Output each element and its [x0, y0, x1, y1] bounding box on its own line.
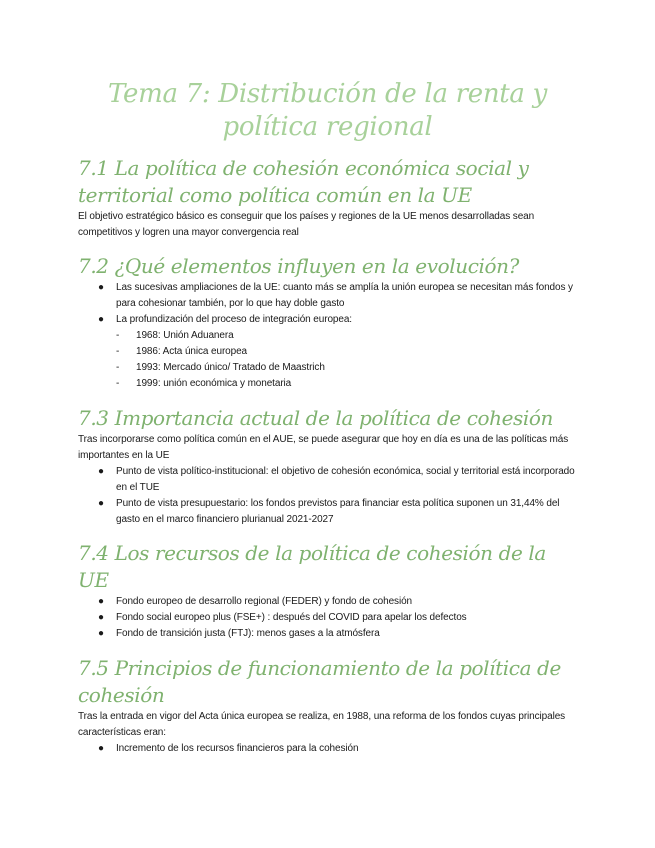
list-item-text: Punto de vista político-institucional: el objetivo de cohesión económica, social y territorial está incorporado en el TUE: [116, 466, 575, 493]
bullet-list-7-4: [78, 594, 577, 642]
list-item: [78, 741, 577, 757]
paragraph-7-1: El objetivo estratégico básico es conseguir que los países y regiones de la UE menos desarrolladas sean competitivos y logren una mayor convergencia real: [78, 211, 535, 238]
sub-list-item: [116, 360, 577, 376]
list-item: [78, 594, 577, 610]
heading-7-3: 7.3 Importancia actual de la política de cohesión: [78, 406, 554, 430]
bullet-icon: ●: [98, 612, 104, 623]
sub-list-item: [116, 328, 577, 344]
list-item: [78, 464, 577, 496]
sub-list-item-text: 1993: Mercado único/ Tratado de Maastrich: [136, 362, 325, 373]
list-item: [78, 626, 577, 642]
heading-7-2: 7.2 ¿Qué elementos influyen en la evolución?: [78, 254, 519, 278]
bullet-icon: ●: [98, 628, 104, 639]
bullet-icon: ●: [98, 314, 104, 325]
list-item-text: Las sucesivas ampliaciones de la UE: cuanto más se amplía la unión europea se necesitan más fondos y para cohesionar también, por lo que hay doble gasto: [116, 282, 573, 309]
document-title: Tema 7: Distribución de la renta y política regional: [108, 79, 547, 142]
list-item-text: Incremento de los recursos financieros para la cohesión: [116, 743, 359, 754]
bullet-list-7-5: [78, 741, 577, 757]
sub-list-item-text: 1999: unión económica y monetaria: [136, 378, 292, 389]
list-item-text: Fondo de transición justa (FTJ): menos gases a la atmósfera: [116, 628, 380, 639]
bullet-icon: ●: [98, 498, 104, 509]
list-item-text: Fondo social europeo plus (FSE+) : después del COVID para apelar los defectos: [116, 612, 467, 623]
bullet-icon: ●: [98, 596, 104, 607]
bullet-icon: ●: [98, 466, 104, 477]
sub-list-item: [116, 344, 577, 360]
sub-list-item-text: 1968: Unión Aduanera: [136, 330, 234, 341]
sub-list-7-2: [116, 328, 577, 392]
bullet-icon: ●: [98, 743, 104, 754]
heading-7-4: 7.4 Los recursos de la política de cohesión de la UE: [78, 541, 546, 592]
sub-list-item-text: 1986: Acta única europea: [136, 346, 248, 357]
bullet-list-7-3: [78, 464, 577, 528]
list-item-text: La profundización del proceso de integración europea:: [116, 314, 352, 325]
paragraph-7-3: Tras incorporarse como política común en el AUE, se puede asegurar que hoy en día es una de las políticas más importantes en la UE: [78, 434, 569, 461]
heading-7-1: 7.1 La política de cohesión económica social y territorial como política común en la UE: [78, 156, 529, 207]
dash-icon: -: [116, 346, 120, 357]
list-item: [78, 610, 577, 626]
dash-icon: -: [116, 378, 120, 389]
paragraph-7-5: Tras la entrada en vigor del Acta única europea se realiza, en 1988, una reforma de los fondos cuyas principales características eran:: [78, 711, 566, 738]
bullet-list-7-2: [78, 280, 577, 392]
dash-icon: -: [116, 362, 120, 373]
list-item: [78, 280, 577, 312]
list-item-text: Punto de vista presupuestario: los fondos previstos para financiar esta política suponen un 31,44% del gasto en el marco financiero plurianual 2021-2027: [116, 498, 560, 525]
dash-icon: -: [116, 330, 120, 341]
sub-list-item: [116, 376, 577, 392]
bullet-icon: ●: [98, 282, 104, 293]
list-item-text: Fondo europeo de desarrollo regional (FEDER) y fondo de cohesión: [116, 596, 413, 607]
list-item: [78, 496, 577, 528]
list-item: [78, 312, 577, 392]
heading-7-5: 7.5 Principios de funcionamiento de la política de cohesión: [78, 656, 561, 707]
